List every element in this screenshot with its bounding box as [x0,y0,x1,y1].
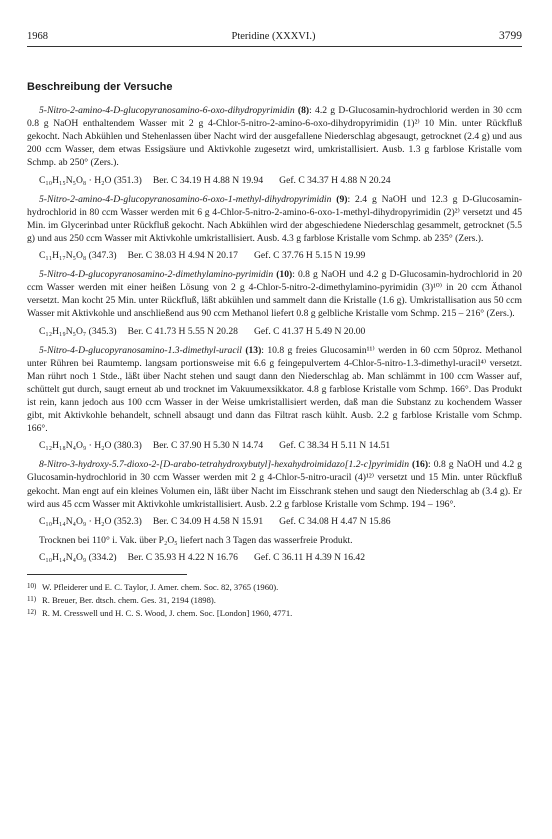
analysis-line [27,515,522,528]
footnote [27,580,522,593]
calculated-values: Ber. C 34.09 H 4.58 N 15.91 [152,515,264,527]
footnote-text: R. Breuer, Ber. dtsch. chem. Ges. 31, 2194 (1898). [42,595,216,606]
compound-name: 5-Nitro-4-D-glucopyranosamino-1.3-dimethyl-uracil [39,344,242,356]
calculated-values: Ber. C 38.03 H 4.94 N 20.17 [127,250,238,262]
calculated-values: Ber. C 34.19 H 4.88 N 19.94 [152,174,264,186]
molecular-formula: C₁₂H₁₉N₅O₇ (345.3) [39,325,117,337]
section-title: Beschreibung der Versuche [27,81,173,93]
compound-number: (8) [297,105,310,117]
analysis-line-anhydrous [27,551,522,564]
analysis-line [27,174,522,187]
procedure-text: : 0.8 g NaOH und 4.2 g D-Glucosamin-hydrochlorid in 20 ccm Wasser werden mit einer heißen Lösung von 2 g 4-Chlor-5-nitro-2-dimethylamino-pyrimidin (3)¹⁰⁾ in 20 ccm Äthanol versetzt. Man kocht 25 Min. unter Rückfluß, läßt abkühlen und sammelt dann die Kristalle (1.6 g). Umkristallisation aus 50 ccm Wasser mit Aktivkohle und anschließend aus 90 ccm Methanol liefert 0.8 g gelbliche Kristalle vom Schmp. 215 – 216° (Zers.). [27,269,522,320]
analysis-line [27,325,522,338]
page-number: 3799 [498,30,522,42]
footnote-mark: 10) [27,582,37,590]
experiment-paragraph [27,193,522,245]
compound-name: 5-Nitro-2-amino-4-D-glucopyranosamino-6-oxo-1-methyl-dihydropyrimidin [39,193,332,205]
experiment-paragraph [27,458,522,510]
running-header [27,30,522,47]
molecular-formula: C₁₀H₁₄N₄O₉ · H₂O (352.3) [39,515,142,527]
experiment-paragraph [27,344,522,436]
footnote [27,606,522,619]
compound-number: (13) [245,344,262,356]
molecular-formula: C₁₁H₁₇N₅O₈ (347.3) [39,250,117,262]
footnotes [27,580,522,620]
running-title: Pteridine (XXXVI.) [231,31,316,42]
procedure-text: : 10.8 g freies Glucosamin¹¹⁾ werden in 60 ccm 50proz. Methanol unter Rühren bei Raumtemp. langsam portionsweise mit 6.6 g feingepulvertem 4-Chlor-5-nitro-1.3-dimethyl-uracil⁴⁾ versetzt. Man rührt noch 1 Stde., läßt über Nacht stehen und saugt dann den Niederschlag ab. Man schlämmt in 100 ccm Wasser auf, schüttelt gut durch, saugt erneut ab und trocknet im Vakuumexsikkator. 4.8 g farblose Kristalle vom Schmp. 166°. Das Produkt ist rein, kann jedoch aus 100 ccm Wasser in der Weise umkristallisiert werden, daß man die Substanz zu kochendem Wasser gibt, mit Aktivkohle behandelt, schnell absaugt und dann das Filtrat rasch kühlt. Ausb. 2.2 g farblose Kristalle vom Schmp. 166°. [27,344,522,435]
compound-number: (10) [276,269,293,281]
calculated-values: Ber. C 41.73 H 5.55 N 20.28 [127,325,238,337]
analysis-line [27,249,522,262]
molecular-formula: C₁₂H₁₈N₄O₉ · H₂O (380.3) [39,440,142,452]
analysis-line [27,439,522,452]
footnote-mark: 11) [27,595,37,604]
drying-note: Trocknen bei 110° i. Vak. über P₂O₅ liefert nach 3 Tagen das wasserfreie Produkt. [39,534,353,546]
procedure-text: : 0.8 g NaOH und 4.2 g Glucosamin-hydrochlorid in 30 ccm Wasser werden mit 2 g 4-Chlor-5-nitro-uracil (4)¹²⁾ versetzt und 15 Min. unter Rückfluß gekocht. Man engt auf ein kleines Volumen ein, läßt über Nacht im Eisschrank stehen und saugt den Niederschlag ab (3.4 g). Er wird aus 45 ccm Wasser mit Aktivkohle umkristallisiert. Ausb. 2.2 g farblose Kristalle vom Schmp. 194 – 196°. [27,459,522,510]
compound-number: (9) [336,193,348,205]
experiment-paragraph [27,268,522,320]
footnote [27,593,522,606]
calculated-values: Ber. C 35.93 H 4.22 N 16.76 [127,551,238,563]
compound-name: 8-Nitro-3-hydroxy-5.7-dioxo-2-[D-arabo-tetrahydroxybutyl]-hexahydroimidazo[1.2-c]pyrimidin [39,459,409,471]
experiment-paragraph [27,104,522,169]
found-values: Gef. C 34.08 H 4.47 N 15.86 [279,515,391,527]
found-values: Gef. C 41.37 H 5.49 N 20.00 [253,325,366,337]
footnote-rule [27,574,187,575]
footnote-text: W. Pfleiderer und E. C. Taylor, J. Amer. chem. Soc. 82, 3765 (1960). [42,582,279,592]
found-values: Gef. C 36.11 H 4.39 N 16.42 [253,551,365,563]
found-values: Gef. C 34.37 H 4.88 N 20.24 [279,174,391,186]
molecular-formula: C₁₀H₁₄N₄O₉ (334.2) [39,551,117,563]
found-values: Gef. C 37.76 H 5.15 N 19.99 [253,250,366,262]
compound-number: (16) [412,459,429,471]
compound-name: 5-Nitro-2-amino-4-D-glucopyranosamino-6-oxo-dihydropyrimidin [39,105,295,117]
procedure-text: : 4.2 g D-Glucosamin-hydrochlorid werden in 30 ccm 0.8 g NaOH enthaltendem Wasser mit 2 g 4-Chlor-5-nitro-2-amino-6-oxo-dihydropyrimidin (1)²⁾ 10 Min. unter Rückfluß gekocht. Nach Abkühlen und Stehenlassen über Nacht wird der ausgefallene Niederschlag abgesaugt, getrocknet (2.4 g) und aus 200 ccm Wasser, dem etwas Essigsäure und Aktivkohle zugesetzt wird, umkristallisiert. Ausb. 1.3 g farblose Kristalle vom Schmp. ab 250° (Zers.). [27,105,522,169]
found-values: Gef. C 38.34 H 5.11 N 14.51 [279,440,391,452]
compound-name: 5-Nitro-4-D-glucopyranosamino-2-dimethylamino-pyrimidin [39,269,274,281]
procedure-text: : 2.4 g NaOH und 12.3 g D-Glucosamin-hydrochlorid in 80 ccm Wasser werden mit 6 g 4-Chlor-5-nitro-2-amino-6-oxo-1-methyl-dihydropyrimidin (2)²⁾ versetzt und 45 Min. im Glycerinbad unter Rückfluß gekocht. Nach Abkühlen wird der abgeschiedene Niederschlag gesammelt, getrocknet (5.5 g) und aus 250 ccm Wasser mit Aktivkohle umkristallisiert. Ausb. 4.3 g farblose Kristalle vom Schmp. ab 235° (Zers.). [27,193,522,244]
molecular-formula: C₁₀H₁₅N₅O₈ · H₂O (351.3) [39,174,142,186]
footnote-mark: 12) [27,608,37,617]
calculated-values: Ber. C 37.90 H 5.30 N 14.74 [152,440,264,452]
year: 1968 [27,31,48,42]
footnote-text: R. M. Cresswell und H. C. S. Wood, J. chem. Soc. [London] 1960, 4771. [42,608,293,619]
